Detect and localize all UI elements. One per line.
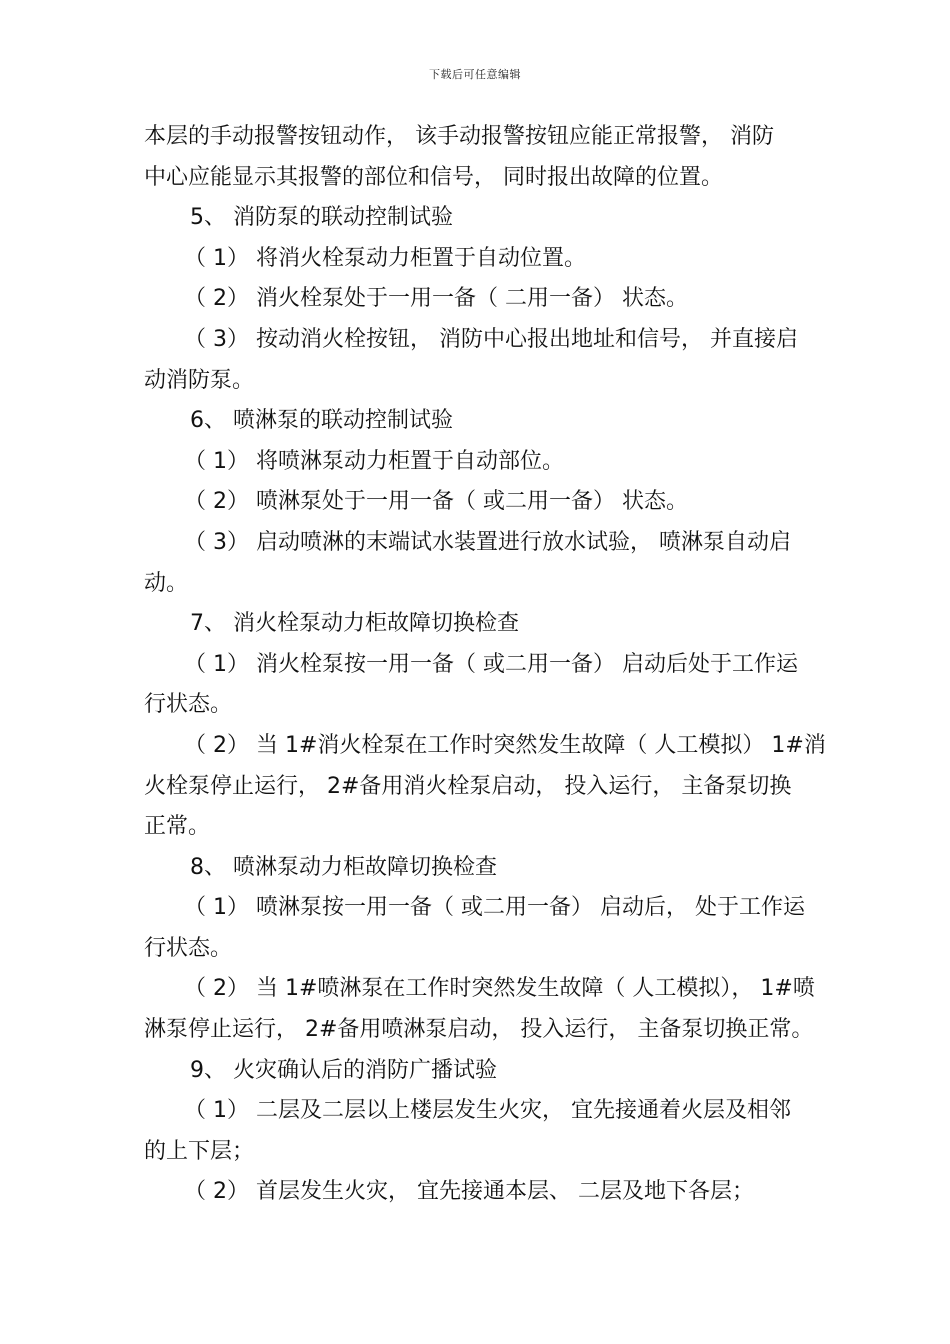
document-body (144, 117, 826, 1213)
list-item: （ 3） 按动消火栓按钮， 消防中心报出地址和信号， 并直接启 (184, 326, 798, 352)
section-heading: 6、 喷淋泵的联动控制试验 (190, 408, 453, 434)
list-item: （ 1） 将喷淋泵动力柜置于自动部位。 (184, 448, 564, 474)
paragraph-line: 行状态。 (144, 935, 233, 961)
paragraph-line: 本层的手动报警按钮动作， 该手动报警按钮应能正常报警， 消防 (144, 124, 774, 149)
paragraph-line: 淋泵停止运行， 2#备用喷淋泵启动， 投入运行， 主备泵切换正常。 (144, 1017, 814, 1043)
section-heading: 8、 喷淋泵动力柜故障切换检查 (190, 854, 497, 880)
list-item: （ 1） 二层及二层以上楼层发生火灾， 宜先接通着火层及相邻 (184, 1098, 791, 1124)
page-header: 下载后可任意编辑 (429, 68, 521, 81)
list-item: （ 2） 当 1#喷淋泵在工作时突然发生故障（ 人工模拟）， 1#喷 (184, 976, 815, 1002)
list-item: （ 2） 当 1#消火栓泵在工作时突然发生故障（ 人工模拟） 1#消 (184, 732, 826, 758)
list-item: （ 2） 首层发生火灾， 宜先接通本层、 二层及地下各层； (184, 1179, 754, 1205)
paragraph-line: 正常。 (144, 814, 211, 840)
paragraph-line: 动。 (144, 570, 189, 596)
paragraph-line: 中心应能显示其报警的部位和信号， 同时报出故障的位置。 (144, 164, 723, 190)
list-item: （ 2） 喷淋泵处于一用一备（ 或二用一备） 状态。 (184, 489, 688, 515)
list-item: （ 1） 消火栓泵按一用一备（ 或二用一备） 启动后处于工作运 (184, 651, 798, 677)
paragraph-line: 的上下层； (144, 1138, 255, 1164)
section-heading: 7、 消火栓泵动力柜故障切换检查 (190, 611, 519, 637)
section-heading: 5、 消防泵的联动控制试验 (190, 205, 453, 231)
paragraph-line: 火栓泵停止运行， 2#备用消火栓泵启动， 投入运行， 主备泵切换 (144, 773, 792, 799)
list-item: （ 1） 将消火栓泵动力柜置于自动位置。 (184, 245, 586, 271)
section-heading: 9、 火灾确认后的消防广播试验 (190, 1057, 497, 1083)
list-item: （ 2） 消火栓泵处于一用一备（ 二用一备） 状态。 (184, 286, 688, 312)
paragraph-line: 动消防泵。 (144, 367, 255, 393)
list-item: （ 3） 启动喷淋的末端试水装置进行放水试验， 喷淋泵自动启 (184, 529, 791, 555)
paragraph-line: 行状态。 (144, 692, 233, 718)
list-item: （ 1） 喷淋泵按一用一备（ 或二用一备） 启动后， 处于工作运 (184, 895, 805, 921)
